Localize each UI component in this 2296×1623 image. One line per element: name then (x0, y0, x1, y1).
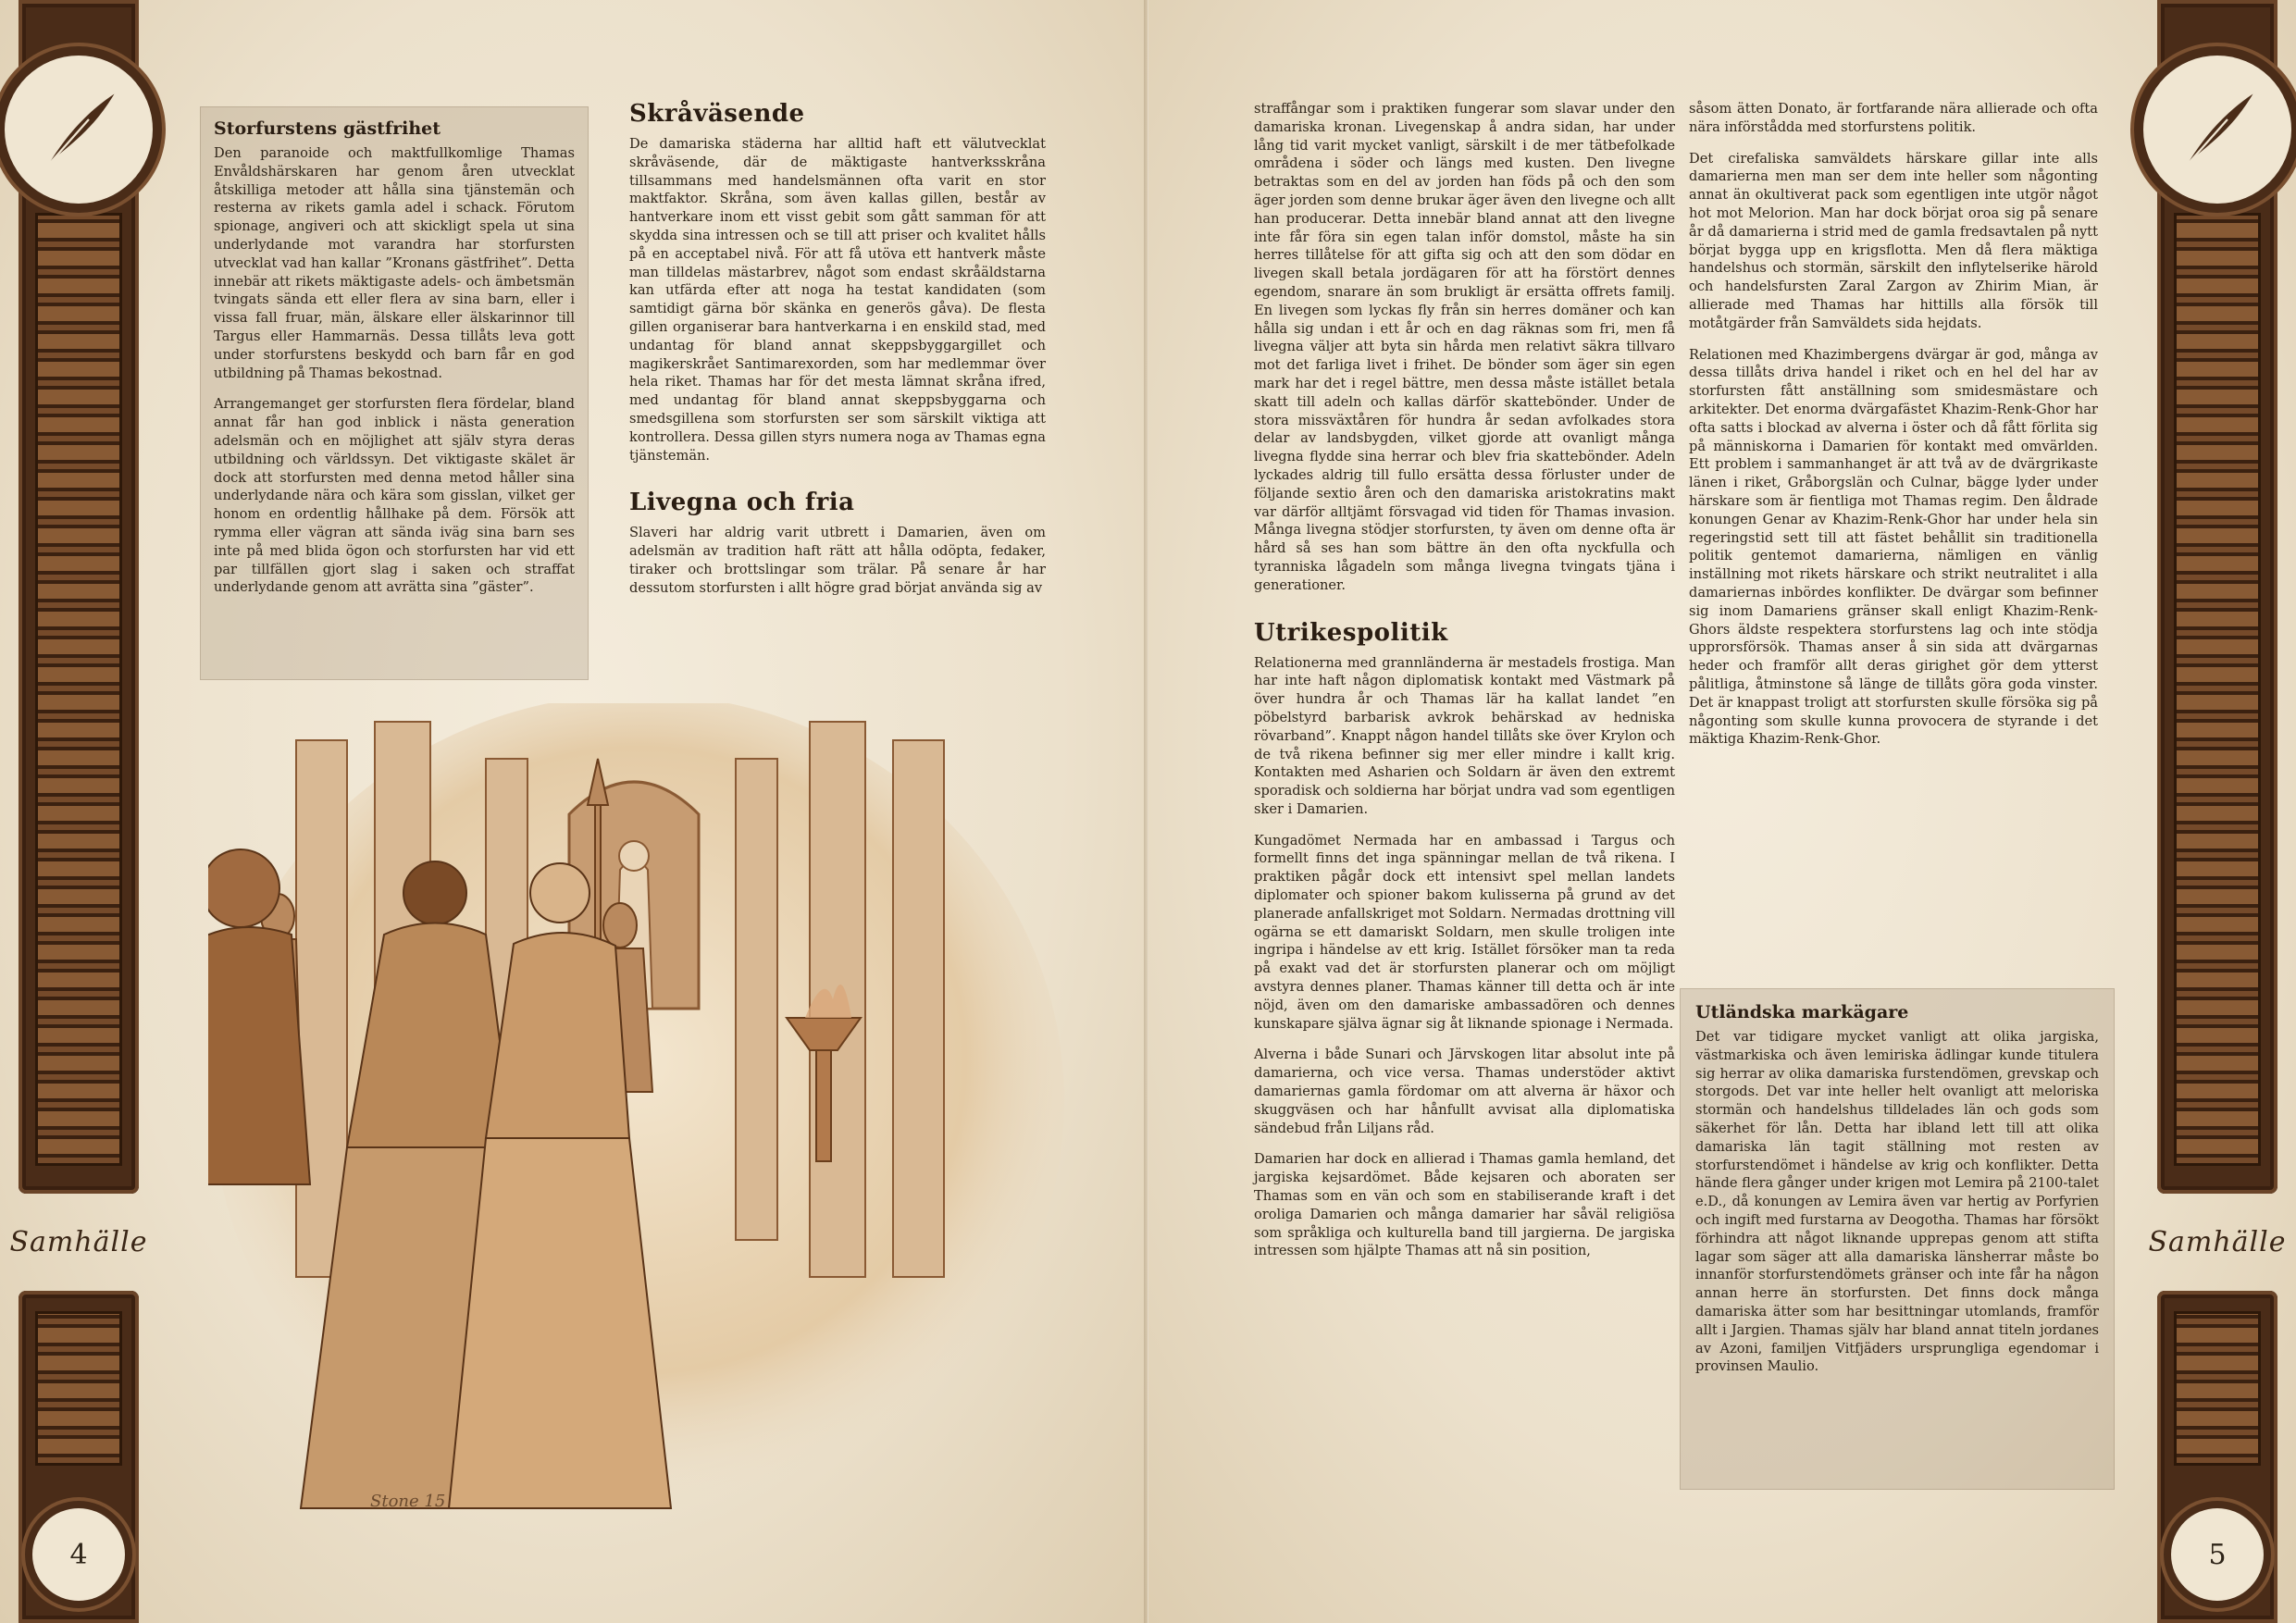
illustration (208, 703, 1069, 1536)
chapter-label: Samhälle (9, 1226, 148, 1258)
column-right (629, 100, 1046, 611)
right-page (1148, 0, 2296, 1623)
right-ornament-band (2139, 0, 2296, 1623)
paragraph: Slaveri har aldrig varit utbrett i Damarien, även om adelsmän av tradition haft rätt att hålla odöpta, fedaker, tiraker och brottslingar som trälar. På senare år har dessutom storfursten i allt högre grad börjat använda sig av (629, 525, 1046, 596)
artist-signature: Stone 15 (370, 1492, 446, 1511)
paragraph: Alverna i både Sunari och Järvskogen litar absolut inte på damarierna, och vice versa. Thamas understöder aktivt damariernas gamla fördomar om att alverna är häxor och skuggväsen och har hånfullt avvisat alla diplomatiska sändebud från Liljans råd. (1254, 1047, 1675, 1136)
paragraph: De damariska städerna har alltid haft ett välutvecklat skråväsende, där de mäktigaste hantverksskråna tillsammans med handelsmännen ofta varit en stor maktfaktor. Skråna, som även kallas gillen, består av hantverkare inom ett visst gebit som gått samman för att skydda sina intressen och se till att priser och kvalitet hålls på en acceptabel nivå. För att få utöva ett hantverk måste man tilldelas mästarbrev, något som endast skråäldstarna kan utfärda efter att noga ha testat kandidaten (som samtidigt gärna bör skänka en generös gåva). De flesta gillen organiserar bara hantverkarna i en enskild stad, med undantag för bland annat skeppsbyggargillet och magikerskrået Santimarexorden, som har medlemmar över hela riket. Thamas har för det mesta lämnat skråna ifred, med undantag för bland annat skeppsbyggarna och smedsgillena som storfursten ser som särskilt viktiga att kontrollera. Dessa gillen styrs numera noga av Thamas egna tjänstemän. (629, 136, 1046, 464)
paragraph: Det cirefaliska samväldets härskare gillar inte alls damarierna men man ser dem inte heller som någonting annat än okultiverat pack som egentligen inte utgör något hot mot Melorion. Man har dock börjat oroa sig på senare år då damarierna i strid med de gamla fredsavtalen på nytt börjat bygga upp en krigsflotta. Men då flera mäktiga handelshus och stormän, särskilt den inflytelserike härold och handelsfursten Zaral Zargon av Zhirim Mian, är allierade med Thamas har hittills alla försök till motåtgärder från Samväldets sida hejdats. (1689, 150, 2098, 331)
feather-icon (5, 56, 153, 204)
paragraph: Relationen med Khazimbergens dvärgar är god, många av dessa tillåts driva handel i riket och en hel del har av storfursten fått anställning som smidesmästare och arkitekter. Det enorma dvärgafästet Khazim-Renk-Ghor har ofta satts i blockad av alverna i öster och då fått förlita sig på människorna i Damarien för kontakt med omvärlden. Ett problem i sammanhanget är att två av de dvärgrikaste länen i riket, Gråborgslän och Culnar, bägge lyder under härskare som är fientliga mot Thamas regim. Den åldrade konungen Genar av Khazim-Renk-Ghor har under hela sin regeringstid sett till att fästet behållit sin traditionella politik gentemot damarierna, nämligen en vänlig inställning mot rikets härskare och strikt neutralitet i alla damariernas inbördes konflikter. De dvärgar som befinner sig inom Damariens gränser skall enligt Khazim-Renk-Ghors äldste respektera storfurstens lag och inte stödja upprorsförsök. Thamas anser å sin sida att dvärgarnas heder och framför allt deras girighet gör dem ytterst pålitliga, åtminstone så länge de tillåts göra goda vinster. Det är knappast troligt att storfursten skulle försöka sig på någonting som skulle kunna provocera de styrande i det mäktiga Khazim-Renk-Ghor. (1689, 346, 2098, 748)
page-number: 4 (32, 1508, 125, 1601)
sidebar-title: Utländska markägare (1695, 1002, 1909, 1022)
ornament-pattern (2174, 213, 2261, 1166)
page-number: 5 (2171, 1508, 2264, 1601)
section-title: Utrikespolitik (1254, 618, 1448, 647)
sidebar-title: Storfurstens gästfrihet (214, 118, 441, 139)
sidebar-box (1680, 988, 2115, 1490)
paragraph: straffångar som i praktiken fungerar som slavar under den damariska kronan. Livegenskap å andra sidan, har under lång tid varit mycket vanligt, särskilt i de mer tätbefolkade områdena i söder och längs med kusten. Den livegne betraktas som en del av jorden han föds på och den som äger jorden som denne brukar äger även den livegne och allt han producerar. Detta innebär bland annat att den livegne inte får föra sin egen talan inför domstol, måste ha sin herres tillåtelse för att gifta sig och att den som dödar en livegen skall betala jordägaren för att ha förstört dennes egendom, snarare än som brukligt är ersätta offrets familj. En livegen som lyckas fly från sin herres domäner och kan hålla sig undan i ett år och en dag räknas som fri, men få livegna väljer att byta sin hårda men relativt säkra tillvaro mot det farliga livet i frihet. De bönder som äger sin egen mark har det i regel bättre, men dessa måste istället betala skatt till adeln och kallas därför skattebönder. Under de stora missväxtåren för hundra år sedan avfolkades stora delar av landsbygden, vilket gjorde att ovanligt många livegna flydde sina herrar och blev fria skattebönder. Adeln lyckades aldrig till fullo ersätta dessa förluster under de följande sextio åren och den damariska aristokratins makt var därför alltjämt försvagad vid tiden för Thamas invasion. Många livegna stödjer storfursten, ty även om denne ofta är hård så ses han som bättre än den ofta nyckfulla och tyranniska lågadeln som många livegna tvingats tjäna i generationer. (1254, 101, 1675, 593)
ornament-pattern (35, 1311, 122, 1466)
sidebar-paragraph: Den paranoide och maktfullkomlige Thamas Envåldshärskaren har genom åren utvecklat åtskilliga metoder att hålla sina tjänstemän och resterna av rikets gamla adel i schack. Förutom spionage, angiveri och att skickligt spela ut sina underlydande mot varandra har storfursten utvecklat vad han kallar ”Kronans gästfrihet”. Detta innebär att rikets mäktigaste adels- och ämbetsmän tvingats sända ett eller flera av sina barn, eller i vissa fall fruar, män, älskare eller älskarinnor till Targus eller Hammarnäs. Dessa tillåts leva gott under storfurstens beskydd och barn får en god utbildning på Thamas bekostnad. (214, 145, 575, 381)
section-title: Skråväsende (629, 100, 805, 128)
paragraph: Kungadömet Nermada har en ambassad i Targus och formellt finns det inga spänningar mellan de två rikena. I praktiken pågår dock ett intensivt spel mellan landets diplomater och spioner bakom kulisserna på grund av det planerade anfallskriget mot Soldarn. Nermadas drottning vill ogärna se ett damariskt Soldarn, men skulle troligen inte ingripa i händelse av ett krig. Istället försöker man ta reda på exakt vad det är storfursten planerar och om möjligt avstyra dennes planer. Thamas känner till detta och är inte nöjd, även om den damariske ambassadören och dennes kunskapare själva ägnar sig åt liknande spionage i Nermada. (1254, 832, 1675, 1032)
paragraph: såsom ätten Donato, är fortfarande nära allierade och ofta nära införstådda med storfurstens politik. (1689, 101, 2098, 135)
left-ornament-band (0, 0, 157, 1623)
paragraph: Relationerna med grannländerna är mestadels frostiga. Man har inte haft någon diplomatisk kontakt med Västmark på över hundra år och Thamas lär ha kallat landet ”en pöbelstyrd barbarisk avkrok behärskad av hedniska rövarband”. Knappt någon handel tillåts ske över Krylon och de två rikena befinner sig mer eller mindre i kallt krig. Kontakten med Asharien och Soldarn är även den extremt sporadisk och soldierna har börjat undra vad som egentligen sker i Damarien. (1254, 654, 1675, 817)
sidebar-paragraph: Arrangemanget ger storfursten flera fördelar, bland annat får han god inblick i nästa generation adelsmän och en möjlighet att själv styra deras utbildning och världssyn. Det viktigaste skälet är dock att storfursten med denna metod håller sina underlydande nära och kära som gisslan, vilket ger honom en ordentlig hållhake på dem. Försök att rymma eller vägran att sända iväg sina barn ses inte på med blida ögon och storfursten har vid ett par tillfällen gjort slag i saken och straffat underlydande genom att avrätta sina ”gäster”. (214, 396, 575, 596)
column-right (1689, 100, 2098, 762)
chapter-label: Samhälle (2148, 1226, 2287, 1258)
sidebar-paragraph: Det var tidigare mycket vanligt att olika jargiska, västmarkiska och även lemiriska ädlingar kunde titulera sig herrar av olika damariska furstendömen, grevskap och storgods. Det var inte heller helt ovanligt att meloriska stormän och handelshus tilldelades län och gods som säkerhet för lån. Detta har ibland lett till att olika damariska län tagit ställning mot resten av storfurstendömet i händelse av krig och konflikter. Detta hände flera gånger under krigen mot Lemira på 2100-talet e.D., då konungen av Lemira även var hertig av Porfyrien och ingift med furstarna av Deogotha. Thamas har försökt förhindra att något liknande upprepas genom att stifta lagar som säger att alla damariska länsherrar måste bo innanför storfurstendömets gränser och inte får ha någon annan herre än storfursten. Det finns dock många damariska ätter som har besittningar utomlands, framför allt i Jargien. Thamas själv har bland annat titeln jordanes av Azoni, familjen Vitfjäders ursprungliga egendomar i provinsen Maulio. (1695, 1029, 2099, 1375)
section-title: Livegna och fria (629, 489, 855, 517)
feather-icon (2143, 56, 2291, 204)
ornament-pattern (2174, 1311, 2261, 1466)
paragraph: Damarien har dock en allierad i Thamas gamla hemland, det jargiska kejsardömet. Både kejsaren och aboraten ser Thamas som en vän och som en stabiliserande kraft i det oroliga Damarien och många damarier har såväl religiösa som språkliga och kulturella band till jargierna. De jargiska intressen som hjälpte Thamas att nå sin position, (1254, 1151, 1675, 1259)
sidebar-box (200, 106, 589, 680)
ornament-pattern (35, 213, 122, 1166)
column-left (1254, 100, 1675, 1273)
